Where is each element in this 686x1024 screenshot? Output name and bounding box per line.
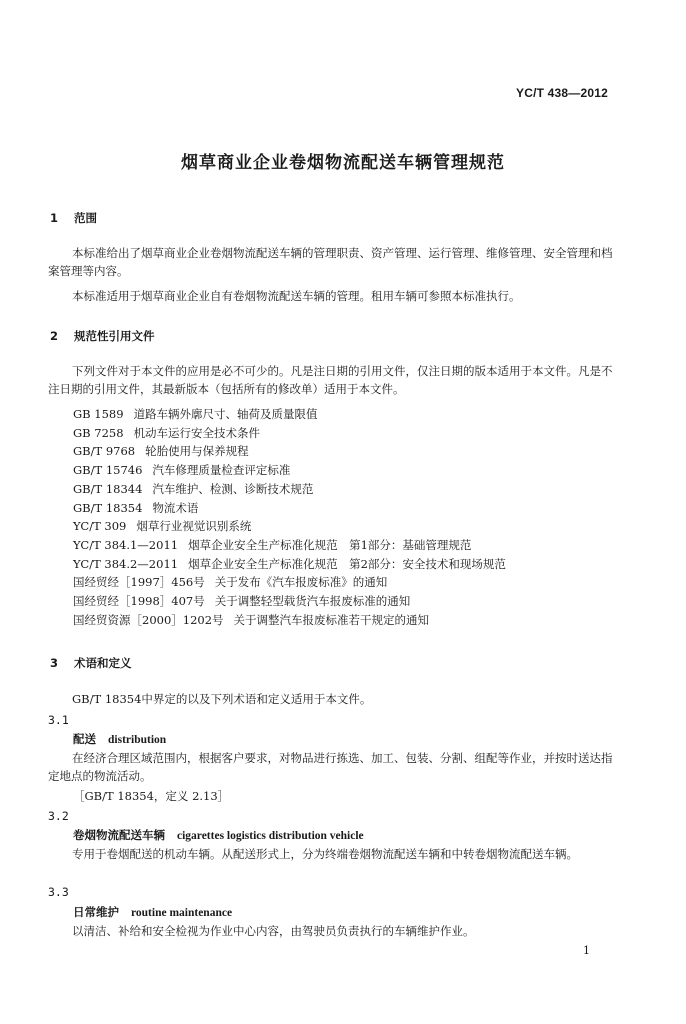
reference-item: GB/T 18354 物流术语 [73, 500, 199, 515]
term-title [73, 904, 232, 920]
section-number: 3 [50, 656, 59, 670]
term-chinese: 卷烟物流配送车辆 [73, 828, 165, 842]
scope-paragraph-2: 本标准适用于烟草商业企业自有卷烟物流配送车辆的管理。租用车辆可参照本标准执行。 [72, 289, 521, 303]
term-title [73, 827, 364, 843]
reference-item: YC/T 309 烟草行业视觉识别系统 [73, 519, 252, 534]
reference-item: YC/T 384.2—2011 烟草企业安全生产标准化规范 第2部分：安全技术和现场规范 [73, 556, 506, 571]
document-title: 烟草商业企业卷烟物流配送车辆管理规范 [181, 153, 505, 173]
reference-item: GB 7258 机动车运行安全技术条件 [73, 425, 261, 440]
reference-item: GB/T 9768 轮胎使用与保养规程 [73, 444, 249, 459]
section-number: 2 [50, 329, 59, 343]
scope-paragraph-1: 本标准给出了烟草商业企业卷烟物流配送车辆的管理职责、资产管理、运行管理、维修管理、安全管理和档案管理等内容。 [48, 246, 613, 278]
section-2-heading [50, 328, 155, 344]
term-definition: 专用于卷烟配送的机动车辆。从配送形式上，分为终端卷烟物流配送车辆和中转卷烟物流配送车辆。 [72, 847, 578, 861]
term-definition: 在经济合理区域范围内，根据客户要求，对物品进行拣选、加工、包装、分割、组配等作业，并按时送达指定地点的物流活动。 [48, 751, 613, 783]
term-source: ［GB/T 18354，定义 2.13］ [73, 789, 230, 803]
standard-number: YC/T 438—2012 [516, 86, 608, 100]
term-english: cigarettes logistics distribution vehicle [177, 830, 364, 842]
section-1-heading [50, 210, 97, 226]
page-number: 1 [583, 944, 590, 957]
reference-item: 国经贸资源［2000］1202号 关于调整汽车报废标准若干规定的通知 [73, 612, 430, 627]
reference-item: 国经贸经［1997］456号 关于发布《汽车报废标准》的通知 [73, 575, 388, 590]
reference-item: YC/T 384.1—2011 烟草企业安全生产标准化规范 第1部分：基础管理规范 [73, 537, 472, 552]
section-title: 范围 [74, 211, 98, 225]
term-definition: 以清洁、补给和安全检视为作业中心内容，由驾驶员负责执行的车辆维护作业。 [72, 924, 475, 938]
term-number: 3.3 [48, 885, 69, 899]
reference-list [73, 405, 506, 629]
term-number: 3.1 [48, 713, 69, 727]
section-3-heading [50, 655, 132, 671]
reference-item: 国经贸经［1998］407号 关于调整轻型载货汽车报废标准的通知 [73, 594, 411, 609]
term-chinese: 配送 [73, 732, 96, 746]
term-number: 3.2 [48, 809, 69, 823]
term-title [73, 731, 166, 747]
terms-intro: GB/T 18354中界定的以及下列术语和定义适用于本文件。 [72, 692, 372, 706]
reference-item: GB/T 15746 汽车修理质量检查评定标准 [73, 463, 291, 478]
reference-item: GB/T 18344 汽车维护、检测、诊断技术规范 [73, 481, 314, 496]
section-title: 规范性引用文件 [74, 329, 155, 343]
section-title: 术语和定义 [74, 656, 132, 670]
references-intro: 下列文件对于本文件的应用是必不可少的。凡是注日期的引用文件，仅注日期的版本适用于本文件。凡是不注日期的引用文件，其最新版本（包括所有的修改单）适用于本文件。 [48, 364, 613, 396]
term-english: distribution [108, 734, 167, 746]
section-number: 1 [50, 211, 59, 225]
term-english: routine maintenance [131, 907, 233, 919]
term-chinese: 日常维护 [73, 905, 119, 919]
reference-item: GB 1589 道路车辆外廓尺寸、轴荷及质量限值 [73, 407, 318, 421]
